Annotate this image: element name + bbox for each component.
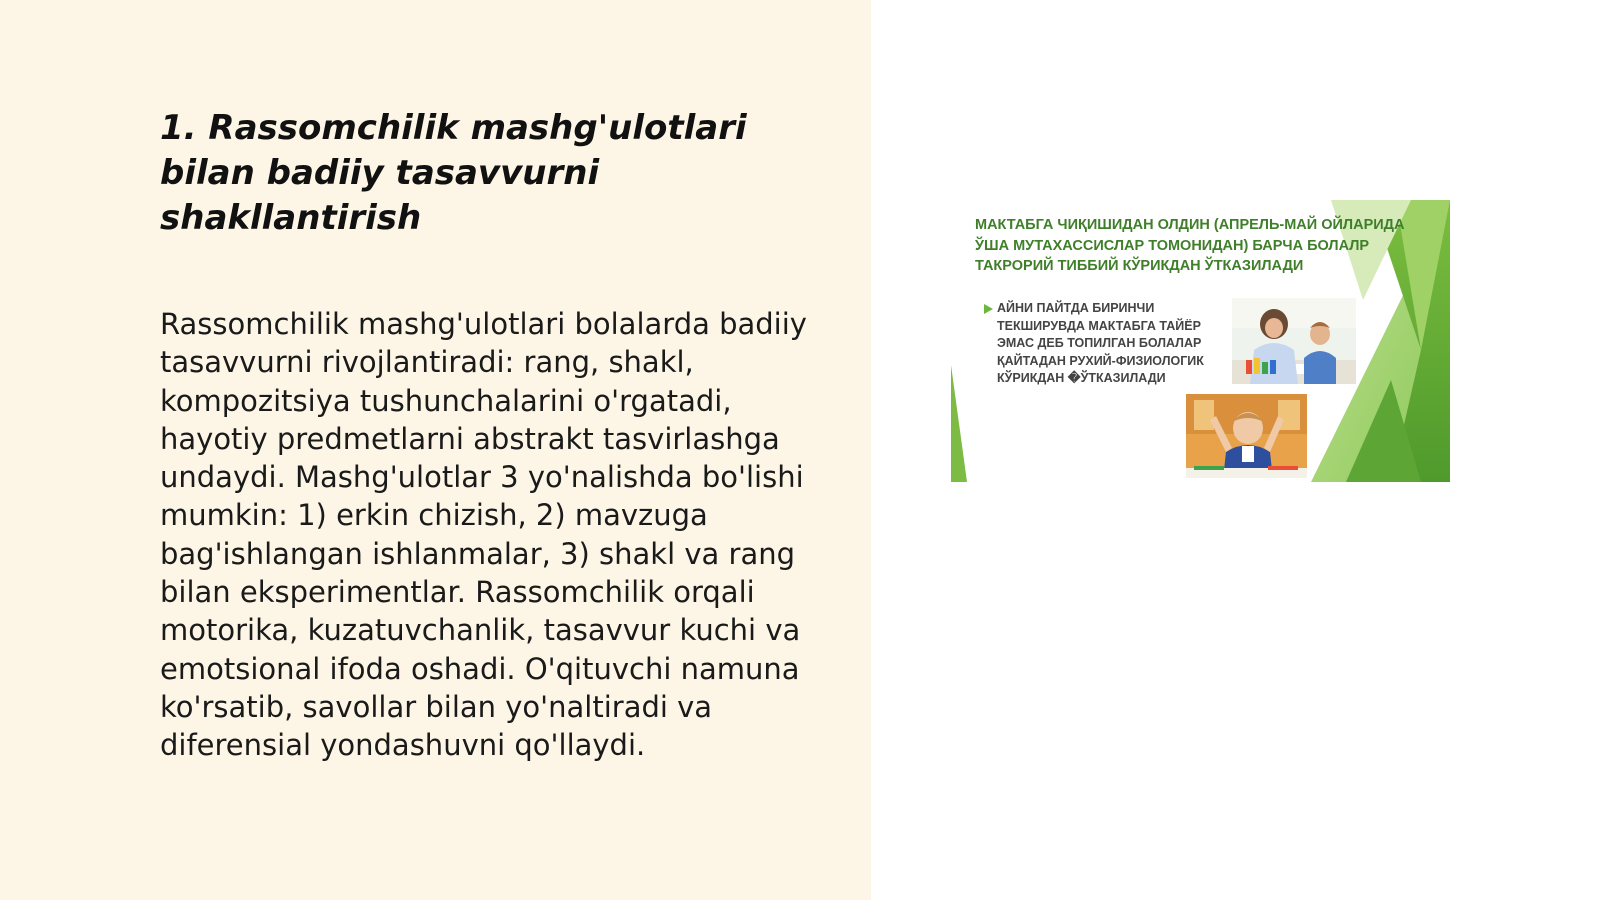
slide-title: 1. Rassomchilik mashg'ulotlari bilan badiiy tasavvurni shakllantirish <box>160 108 747 238</box>
embedded-slide-bullet: АЙНИ ПАЙТДА БИРИНЧИ ТЕКШИРУВДА МАКТАБГА ТАЙЁР ЭМАС ДЕБ ТОПИЛГАН БОЛАЛАР ҚАЙТАДАН РУХИЙ-ФИЗИОЛОГИК КЎРИКДАН �ЎТКАЗИЛАДИ <box>997 301 1204 385</box>
embedded-slide-heading: МАКТАБГА ЧИҚИШИДАН ОЛДИН (АПРЕЛЬ-МАЙ ОЙЛАРИДА ЎША МУТАХАССИСЛАР ТОМОНИДАН) БАРЧА БОЛАЛР ТАКРОРИЙ ТИББИЙ КЎРИКДАН ЎТКАЗИЛАДИ <box>975 217 1405 274</box>
slide-body-text: Rassomchilik mashg'ulotlari bolalarda badiiy tasavvurni rivojlantiradi: rang, shakl, kompozitsiya tushunchalarini o'rgatadi, hayotiy predmetlarni abstrakt tasvirlashga undaydi. Mashg'ulotlar 3 yo'nalishda bo'lishi mumkin: 1) erkin chizish, 2) mavzuga bag'ishlangan ishlanmalar, 3) shakl va rang bilan eksperimentlar. Rassomchilik orqali motorika, kuzatuvchanlik, tasavvur kuchi va emotsional ifoda oshadi. O'qituvchi namuna ko'rsatib, savollar bilan yo'naltiradi va diferensial yondashuvni qo'llaydi. <box>160 307 807 763</box>
teacher-with-children-photo <box>1232 298 1356 384</box>
child-at-desk-photo <box>1186 394 1307 478</box>
embedded-slide-image <box>951 200 1450 482</box>
triangle-bullet-icon <box>984 304 993 314</box>
